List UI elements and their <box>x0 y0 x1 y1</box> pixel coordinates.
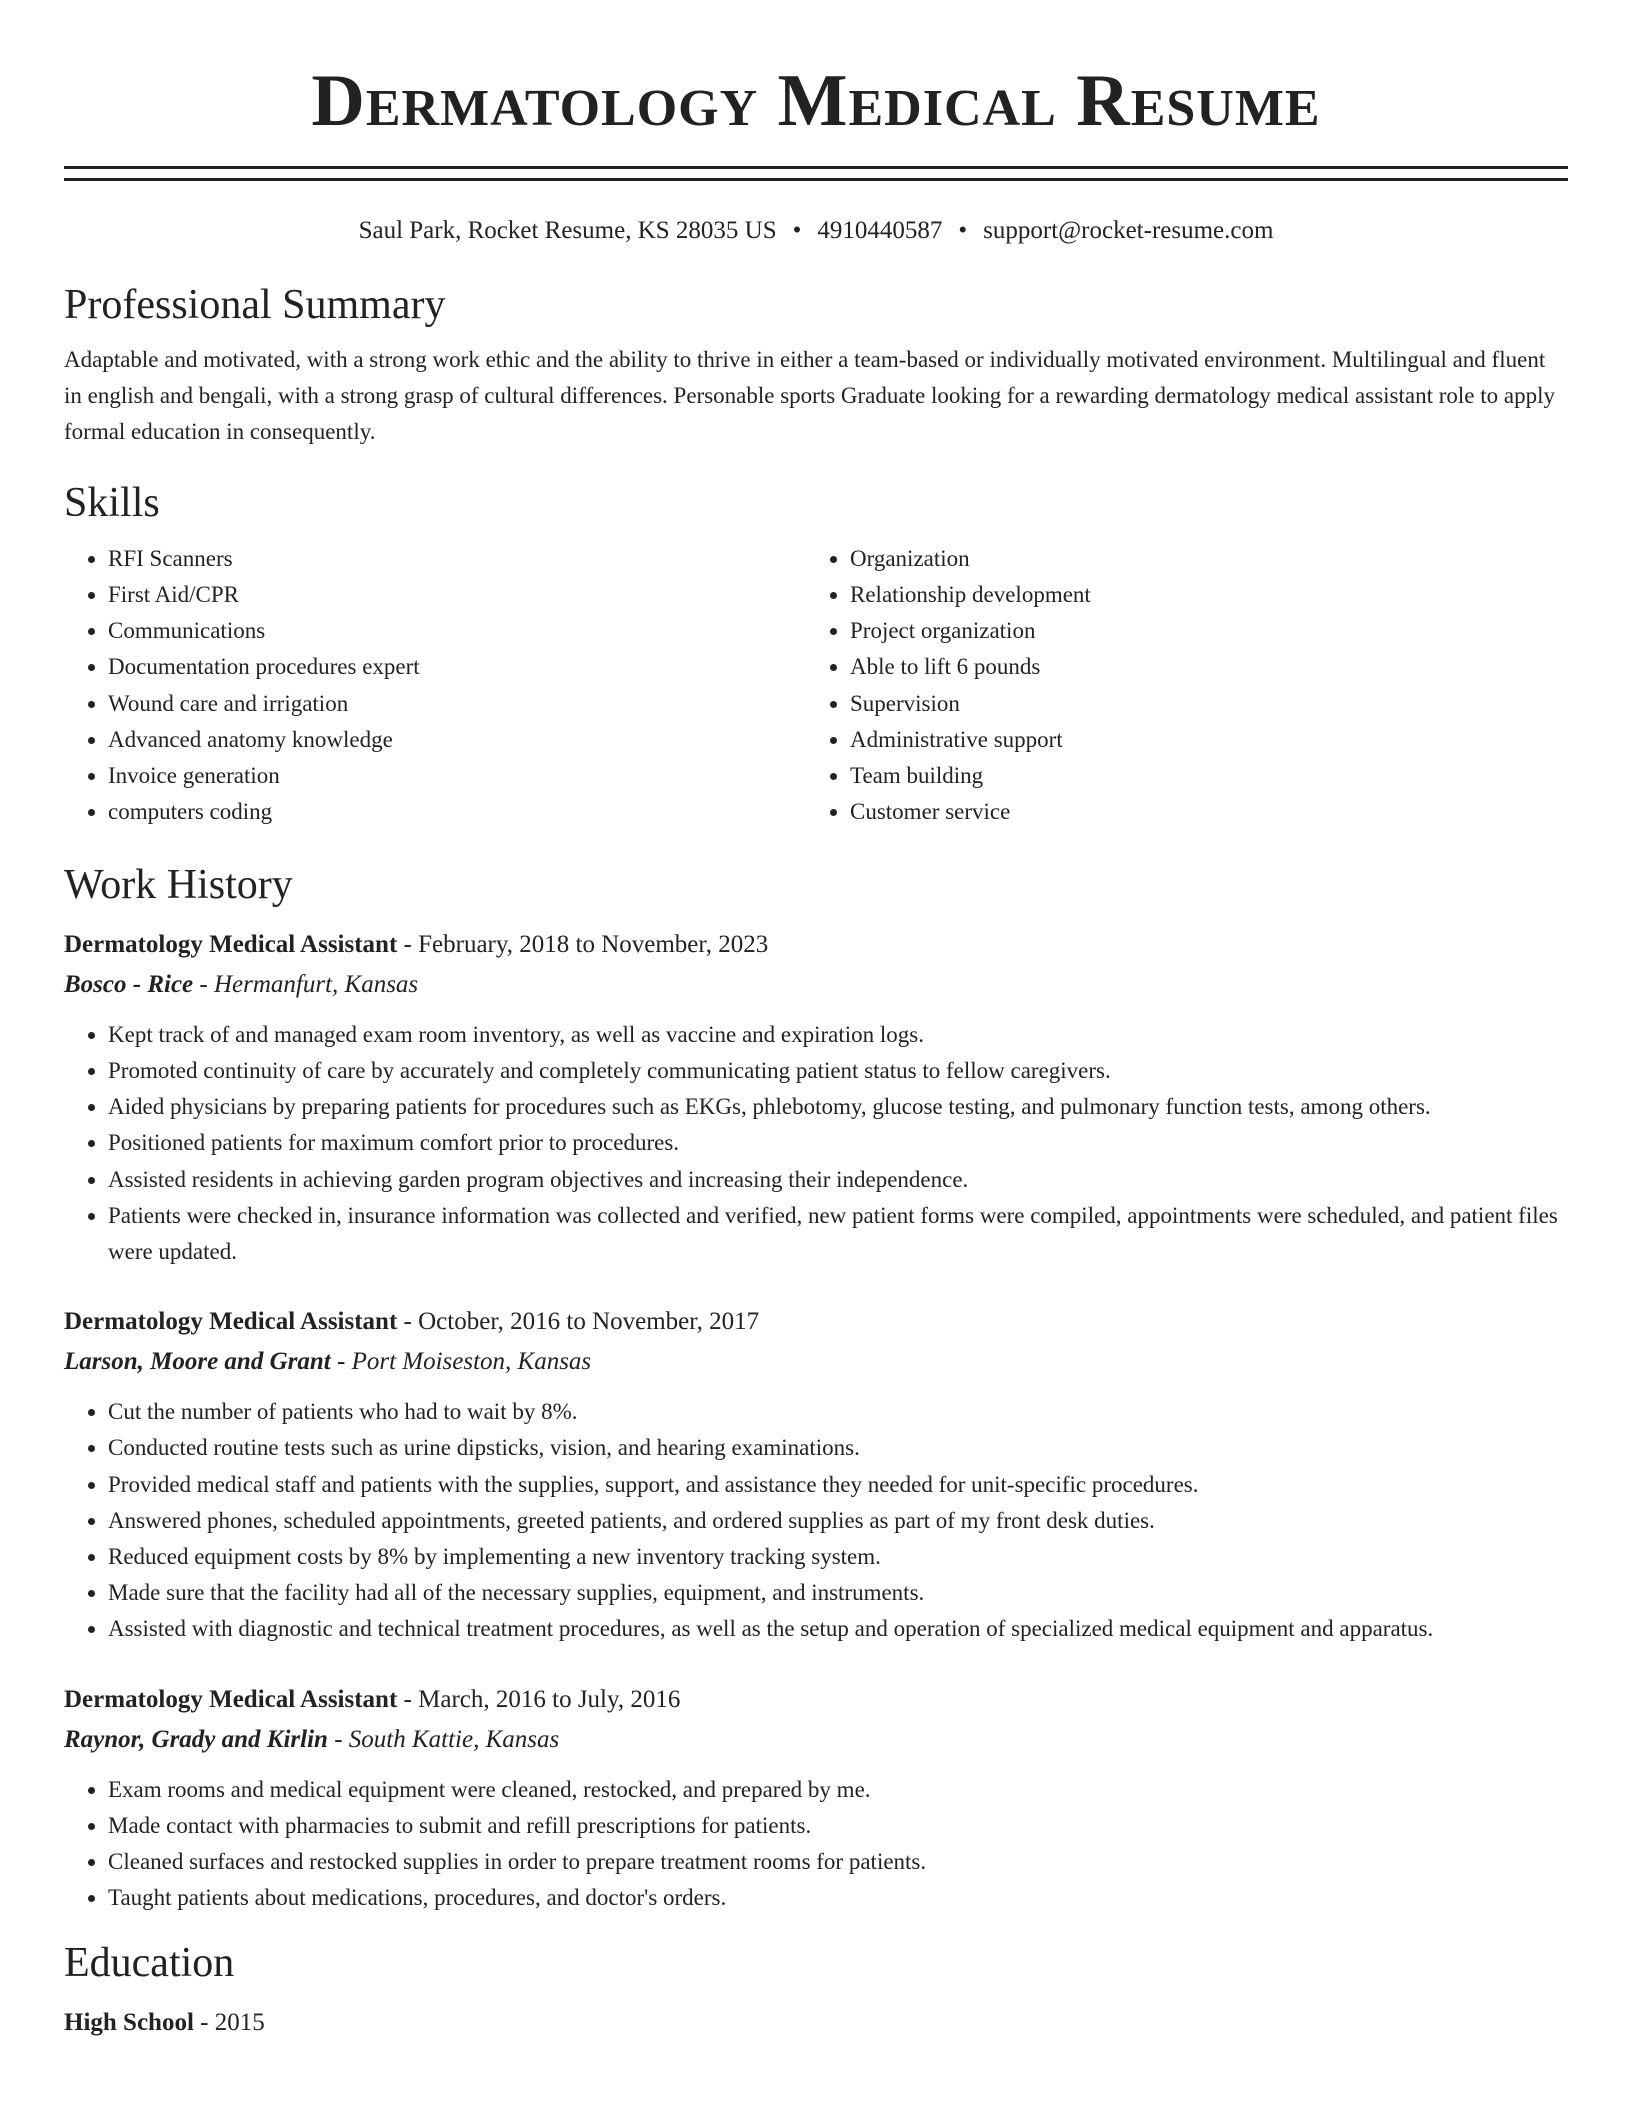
contact-separator: • <box>958 217 968 244</box>
job-header <box>64 1302 1568 1342</box>
job-header <box>64 925 1568 965</box>
job-title: Dermatology Medical Assistant <box>64 930 398 958</box>
skill-item: • Team building <box>850 758 1548 794</box>
skill-item: • First Aid/CPR <box>108 577 806 613</box>
summary-text: Adaptable and motivated, with a strong work ethic and the ability to thrive in either a team-based or individually motivated environment. Multilingual and fluent in english and bengali, with a strong grasp of cultural differences. Personable sports Graduate looking for a rewarding dermatology medical assistant role to apply formal education in consequently. <box>64 347 1555 445</box>
job-bullet: • Positioned patients for maximum comfort prior to procedures. <box>108 1125 1568 1161</box>
job-bullet: • Assisted with diagnostic and technical treatment procedures, as well as the setup and operation of specialized medical equipment and apparatus. <box>108 1611 1568 1647</box>
education-year: 2015 <box>214 2008 265 2036</box>
skills-list-left <box>64 541 806 831</box>
company-location: South Kattie, Kansas <box>348 1725 560 1753</box>
section-heading: Professional Summary <box>64 282 446 328</box>
job-bullet: • Kept track of and managed exam room inventory, as well as vaccine and expiration logs. <box>108 1017 1568 1053</box>
education-degree: High School <box>64 2008 194 2036</box>
skill-item: • Advanced anatomy knowledge <box>108 722 806 758</box>
contact-email: support@rocket-resume.com <box>983 217 1274 244</box>
work-history-section <box>64 860 1568 1916</box>
job-dash: - <box>330 1348 352 1376</box>
skill-item: • Communications <box>108 613 806 649</box>
company-location: Hermanfurt, Kansas <box>213 970 419 998</box>
job-company-line <box>64 1720 1568 1760</box>
skills-section <box>64 478 1568 830</box>
education-entry <box>64 2003 1568 2043</box>
skill-item: • Organization <box>850 541 1548 577</box>
title-double-rule <box>64 166 1568 181</box>
contact-phone: 4910440587 <box>817 217 943 244</box>
job-bullet: • Made sure that the facility had all of the necessary supplies, equipment, and instruments. <box>108 1575 1568 1611</box>
skill-item: • Relationship development <box>850 577 1548 613</box>
job-bullet-list <box>64 1394 1568 1647</box>
job-entry <box>64 925 1568 1270</box>
skill-item: • Invoice generation <box>108 758 806 794</box>
job-title: Dermatology Medical Assistant <box>64 1308 398 1336</box>
job-company-line <box>64 965 1568 1005</box>
section-heading: Skills <box>64 480 160 527</box>
skill-item: • RFI Scanners <box>108 541 806 577</box>
job-bullet: • Aided physicians by preparing patients for procedures such as EKGs, phlebotomy, glucose testing, and pulmonary function tests, among others. <box>108 1089 1568 1125</box>
job-dash: - <box>397 1308 419 1336</box>
job-dash: - <box>193 970 214 998</box>
skill-item: • Documentation procedures expert <box>108 649 806 685</box>
job-bullet: • Promoted continuity of care by accurately and completely communicating patient status to fellow caregivers. <box>108 1053 1568 1089</box>
job-dash: - <box>327 1725 349 1753</box>
education-dash: - <box>193 2008 215 2036</box>
job-dates: February, 2018 to November, 2023 <box>418 930 769 958</box>
company-location: Port Moiseston, Kansas <box>351 1348 592 1376</box>
job-bullet: • Conducted routine tests such as urine dipsticks, vision, and hearing examinations. <box>108 1430 1568 1466</box>
job-dash: - <box>397 1685 419 1713</box>
skill-item: • Administrative support <box>850 722 1548 758</box>
skill-item: • Able to lift 6 pounds <box>850 649 1548 685</box>
job-bullet-list <box>64 1017 1568 1270</box>
education-section <box>64 1938 1568 2042</box>
contact-location: Saul Park, Rocket Resume, KS 28035 US <box>358 217 777 244</box>
job-entry <box>64 1302 1568 1647</box>
job-bullet: • Taught patients about medications, procedures, and doctor's orders. <box>108 1880 1568 1916</box>
skill-item: • Customer service <box>850 794 1548 830</box>
job-bullet: • Reduced equipment costs by 8% by implementing a new inventory tracking system. <box>108 1539 1568 1575</box>
skills-list-right <box>806 541 1548 831</box>
job-bullet: • Patients were checked in, insurance information was collected and verified, new patient forms were compiled, appointments were scheduled, and patient files were updated. <box>108 1198 1568 1270</box>
job-company-line <box>64 1342 1568 1382</box>
contact-separator: • <box>792 217 802 244</box>
job-bullet: • Cut the number of patients who had to wait by 8%. <box>108 1394 1568 1430</box>
resume-title: Dermatology Medical Resume <box>311 60 1321 142</box>
section-heading: Work History <box>64 862 293 909</box>
job-bullet: • Cleaned surfaces and restocked supplies in order to prepare treatment rooms for patients. <box>108 1844 1568 1880</box>
skills-grid <box>64 541 1568 831</box>
job-entry <box>64 1680 1568 1917</box>
job-bullet: • Provided medical staff and patients with the supplies, support, and assistance they needed for unit-specific procedures. <box>108 1467 1568 1503</box>
skill-item: • computers coding <box>108 794 806 830</box>
job-dates: March, 2016 to July, 2016 <box>418 1685 681 1713</box>
job-bullet: • Made contact with pharmacies to submit and refill prescriptions for patients. <box>108 1808 1568 1844</box>
skill-item: • Wound care and irrigation <box>108 686 806 722</box>
skill-item: • Project organization <box>850 613 1548 649</box>
job-bullet-list <box>64 1772 1568 1917</box>
company-name: Larson, Moore and Grant <box>64 1348 331 1376</box>
company-name: Bosco - Rice <box>64 970 194 998</box>
job-header <box>64 1680 1568 1720</box>
professional-summary-section <box>64 280 1568 450</box>
job-dash: - <box>397 930 419 958</box>
job-bullet: • Exam rooms and medical equipment were cleaned, restocked, and prepared by me. <box>108 1772 1568 1808</box>
job-dates: October, 2016 to November, 2017 <box>418 1308 760 1336</box>
job-title: Dermatology Medical Assistant <box>64 1685 398 1713</box>
skill-item: • Supervision <box>850 686 1548 722</box>
job-bullet: • Answered phones, scheduled appointments, greeted patients, and ordered supplies as part of my front desk duties. <box>108 1503 1568 1539</box>
company-name: Raynor, Grady and Kirlin <box>64 1725 328 1753</box>
job-bullet: • Assisted residents in achieving garden program objectives and increasing their independence. <box>108 1162 1568 1198</box>
contact-line <box>64 216 1568 246</box>
section-heading: Education <box>64 1940 235 1987</box>
